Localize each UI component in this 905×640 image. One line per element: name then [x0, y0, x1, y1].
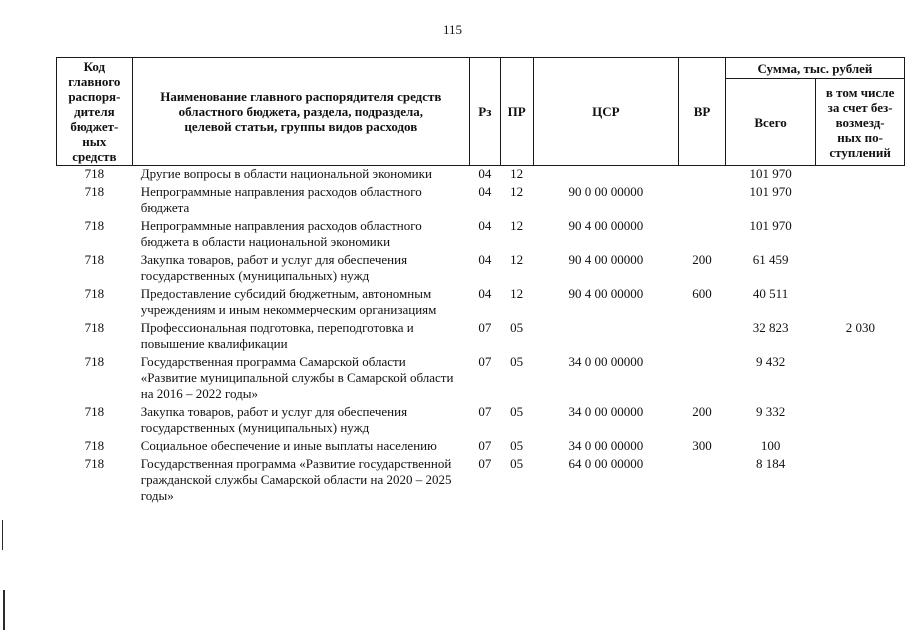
row-kod: 718: [84, 252, 105, 267]
row-rz: 04: [478, 218, 492, 233]
row-total: 61 459: [752, 252, 789, 267]
header-incl: в том числе за счет без- возмезд- ных по- ступлений: [816, 79, 905, 166]
row-kod: 718: [84, 218, 105, 233]
row-pr: 05: [510, 404, 524, 419]
row-vr: 200: [692, 404, 712, 419]
table-row: [57, 218, 905, 252]
row-kod: 718: [84, 286, 105, 301]
row-name: Государственная программа «Развитие государственной гражданской службы Самарской области на 2020 – 2025 годы»: [140, 456, 452, 503]
row-csr: 64 0 00 00000: [568, 456, 644, 471]
header-csr: ЦСР: [533, 58, 679, 166]
row-pr: 12: [510, 166, 524, 181]
row-total: 101 970: [749, 184, 792, 199]
row-name: Предоставление субсидий бюджетным, автономным учреждениям и иным некоммерческим организациям: [140, 286, 437, 317]
row-rz: 07: [478, 320, 492, 335]
row-incl: [816, 252, 905, 286]
row-total: 101 970: [749, 218, 792, 233]
row-rz: 04: [478, 184, 492, 199]
table-row: [57, 438, 905, 456]
row-rz: 04: [478, 166, 492, 181]
scan-artifact: [2, 520, 3, 550]
row-incl: [816, 184, 905, 218]
row-kod: 718: [84, 456, 105, 471]
row-total: 9 332: [755, 404, 786, 419]
row-vr: [679, 184, 726, 218]
row-csr: 90 4 00 00000: [568, 286, 644, 301]
page-number: 115: [442, 22, 463, 37]
row-name: Закупка товаров, работ и услуг для обеспечения государственных (муниципальных) нужд: [140, 252, 408, 283]
row-rz: 04: [478, 286, 492, 301]
row-pr: 12: [510, 286, 524, 301]
row-name: Непрограммные направления расходов областного бюджета в области национальной экономики: [140, 218, 422, 249]
table-header: [57, 58, 905, 166]
row-name: Социальное обеспечение и иные выплаты населению: [140, 438, 437, 453]
row-csr: [533, 166, 679, 185]
row-incl: [816, 404, 905, 438]
header-total: Всего: [725, 79, 815, 166]
row-csr: 90 0 00 00000: [568, 184, 644, 199]
row-total: 32 823: [752, 320, 789, 335]
row-pr: 12: [510, 218, 524, 233]
row-incl: [816, 438, 905, 456]
row-incl: [816, 354, 905, 404]
table-row: [57, 286, 905, 320]
row-vr: [679, 354, 726, 404]
row-name: Профессиональная подготовка, переподготовка и повышение квалификации: [140, 320, 414, 351]
row-rz: 04: [478, 252, 492, 267]
row-kod: 718: [84, 320, 105, 335]
budget-table: [56, 57, 905, 506]
row-csr: 34 0 00 00000: [568, 354, 644, 369]
row-kod: 718: [84, 166, 105, 181]
row-incl: [816, 286, 905, 320]
table-row: [57, 252, 905, 286]
header-rz: Рз: [469, 58, 500, 166]
row-kod: 718: [84, 184, 105, 199]
header-pr: ПР: [500, 58, 533, 166]
row-vr: 300: [692, 438, 712, 453]
row-pr: 05: [510, 320, 524, 335]
row-vr: [679, 218, 726, 252]
row-vr: 200: [692, 252, 712, 267]
row-name: Государственная программа Самарской области «Развитие муниципальной службы в Самарской области на 2016 – 2022 годы»: [140, 354, 454, 401]
row-pr: 05: [510, 354, 524, 369]
row-total: 40 511: [752, 286, 789, 301]
row-kod: 718: [84, 438, 105, 453]
table-row: [57, 354, 905, 404]
row-csr: 90 4 00 00000: [568, 252, 644, 267]
row-total: 100: [760, 438, 781, 453]
row-incl: [816, 456, 905, 506]
row-kod: 718: [84, 354, 105, 369]
row-pr: 12: [510, 184, 524, 199]
header-name: Наименование главного распорядителя средств областного бюджета, раздела, подраздела, целевой статьи, группы видов расходов: [132, 58, 469, 166]
row-total: 8 184: [755, 456, 786, 471]
table-body: [57, 166, 905, 507]
table-row: [57, 320, 905, 354]
row-vr: 600: [692, 286, 712, 301]
row-rz: 07: [478, 438, 492, 453]
table-row: [57, 404, 905, 438]
header-vr: ВР: [679, 58, 726, 166]
row-rz: 07: [478, 456, 492, 471]
row-total: 101 970: [749, 166, 792, 181]
row-csr: [533, 320, 679, 354]
row-incl: 2 030: [845, 320, 875, 335]
row-pr: 12: [510, 252, 524, 267]
row-incl: [816, 218, 905, 252]
row-total: 9 432: [755, 354, 786, 369]
row-name: Другие вопросы в области национальной экономики: [140, 166, 432, 181]
row-csr: 34 0 00 00000: [568, 438, 644, 453]
row-rz: 07: [478, 354, 492, 369]
row-name: Непрограммные направления расходов областного бюджета: [140, 184, 422, 215]
row-pr: 05: [510, 456, 524, 471]
table-row: [57, 456, 905, 506]
row-pr: 05: [510, 438, 524, 453]
row-incl: [816, 166, 905, 185]
row-name: Закупка товаров, работ и услуг для обеспечения государственных (муниципальных) нужд: [140, 404, 408, 435]
row-vr: [679, 166, 726, 185]
table-row: [57, 184, 905, 218]
row-csr: 34 0 00 00000: [568, 404, 644, 419]
scan-artifact: [3, 590, 5, 630]
header-kod: Код главного распоря- дителя бюджет- ных средств: [57, 58, 133, 166]
row-vr: [679, 456, 726, 506]
row-kod: 718: [84, 404, 105, 419]
row-vr: [679, 320, 726, 354]
row-csr: 90 4 00 00000: [568, 218, 644, 233]
row-rz: 07: [478, 404, 492, 419]
table-row: [57, 166, 905, 185]
header-sum: Сумма, тыс. рублей: [725, 58, 904, 79]
